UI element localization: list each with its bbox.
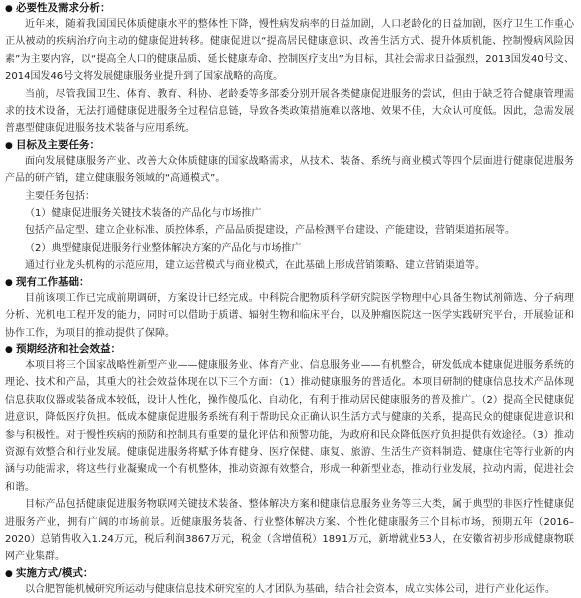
section-title: 预期经济和社会效益： (16, 342, 121, 355)
section-title: 目标及主要任务： (16, 138, 100, 151)
section-heading (5, 342, 574, 357)
section-heading (5, 1, 574, 16)
task-item: （2）典型健康促进服务行业整体解决方案的产品化与市场推广 (25, 242, 302, 254)
bullet-icon: ● (5, 4, 13, 14)
bullet-icon: ● (5, 277, 13, 288)
paragraph: 面向发展健康服务产业、改善大众体质健康的国家战略需求，从技术、装备、系统与商业模式等四个层面进行健康促进服务产品的研产销，建立健康服务领域的“高通模式”。 (5, 155, 574, 185)
paragraph: 以合肥智能机械研究所运动与健康信息技术研究室的人才团队为基础，结合社会资本，成立实体公司，进行产业化运作。 (25, 583, 555, 595)
paragraph: 本项目将三个国家战略性新型产业——健康服务业、体育产业、信息服务业——有机整合，研发低成本健康促进服务系统的理论、技术和产品，其重大的社会效益体现在以下三个方面：（1）推动健康服务的普适化。本项目研制的健康信息技术产品体现信息获取仪器或装备成本较低，设计人性化，操作傻瓜化、自动化，有利于推动居民健康服务的普及推广。（2）提高全民健康促进意识，降低医疗负担。低成本健康促进服务系统有利于帮助民众正确认识生活方式与健康的关系，提高民众的健康促进意识和参与积极性。对于慢性疾病的预防和控制具有重要的量化评估和预警功能，为政府和民众降低医疗负担提供有效途径。（3）推动资源有效整合和行业发展。健康促进服务将赋予体育健身、医疗保健、康复、旅游、生活生产资料制造、健康住宅等行业新的内涵与功能需求，将这些行业凝聚成一个有机整体，推动资源有效整合，形成一种新型业态，推动行业发展，拉动内需，促进社会和谐。 (5, 359, 574, 493)
section-title: 必要性及需求分析： (16, 2, 111, 14)
paragraph: 当前，尽管我国卫生、体育、教育、科协、老龄委等多部委分别开展各类健康促进服务的尝试，但由于缺乏符合健康管理需求的技术设备，无法打通健康促进服务全过程信息链，导致各类政策措施难以落地、效果不佳，大众认可度低。因此，急需发展普惠型健康促进服务技术装备与应用系统。 (5, 88, 574, 135)
section-foundation (5, 275, 574, 342)
paragraph: 目前该项工作已完成前期调研，方案设计已经完成。中科院合肥物质科学研究院医学物理中心具备生物试剂筛选、分子病理分析、光机电工程开发的能力，同时可以借助于质谱、辐射生物和临床平台，以及肿瘤医院这一医学实践研究平台，开展验证和协作工作，为项目的推动提供了保障。 (5, 292, 574, 339)
paragraph: 近年来，随着我国国民体质健康水平的整体性下降，慢性病发病率的日益加剧，人口老龄化的日益加剧，医疗卫生工作重心正从被动的疾病治疗向主动的健康促进转移。健康促进以“提高居民健康意识、改善生活方式、提升体质机能、控制慢病风险因素”为主要内容，以“提高全人口的健康品质、延长健康寿命、控制医疗支出”为目标，其社会需求日益强烈，2013国发40号文、2014国发46号文将发展健康服务业提升到了国家战略的高度。 (5, 19, 574, 83)
paragraph: 主要任务包括： (25, 190, 95, 202)
bullet-icon: ● (5, 568, 13, 579)
section-title: 现有工作基础： (16, 275, 90, 288)
task-item: （1）健康促进服务关键技术装备的产品化与市场推广 (25, 208, 262, 220)
paragraph: 通过行业龙头机构的示范应用，建立运营模式与商业模式，在此基础上形成营销策略、建立营销渠道等。 (25, 260, 485, 272)
paragraph: 目标产品包括健康促进服务物联网关键技术装备、整体解决方案和健康信息服务业务等三大类，属于典型的非医疗性健康促进服务产业，拥有广阔的市场前景。近健康服务装备、行业整体解决方案、个性化健康服务三个目标市场，预期五年（2016–2020）总销售收入1.24万元，税后利润3867万元，税金（含增值税）1891万元，新增就业53人，在安徽省初步形成健康物联网产业集群。 (5, 499, 574, 563)
section-heading (5, 138, 574, 153)
bullet-icon: ● (5, 344, 13, 355)
section-goals (5, 138, 574, 275)
section-heading (5, 566, 574, 581)
section-implementation (5, 566, 574, 598)
section-benefits (5, 342, 574, 566)
section-title: 实施方式/模式： (16, 566, 94, 579)
paragraph: 包括产品定型、建立企业标准、质控体系，产品品质提建设，产品检测平台建设、产能建设，营销渠道拓展等。 (25, 225, 515, 237)
section-heading (5, 275, 574, 290)
section-necessity (5, 1, 574, 138)
bullet-icon: ● (5, 140, 13, 151)
